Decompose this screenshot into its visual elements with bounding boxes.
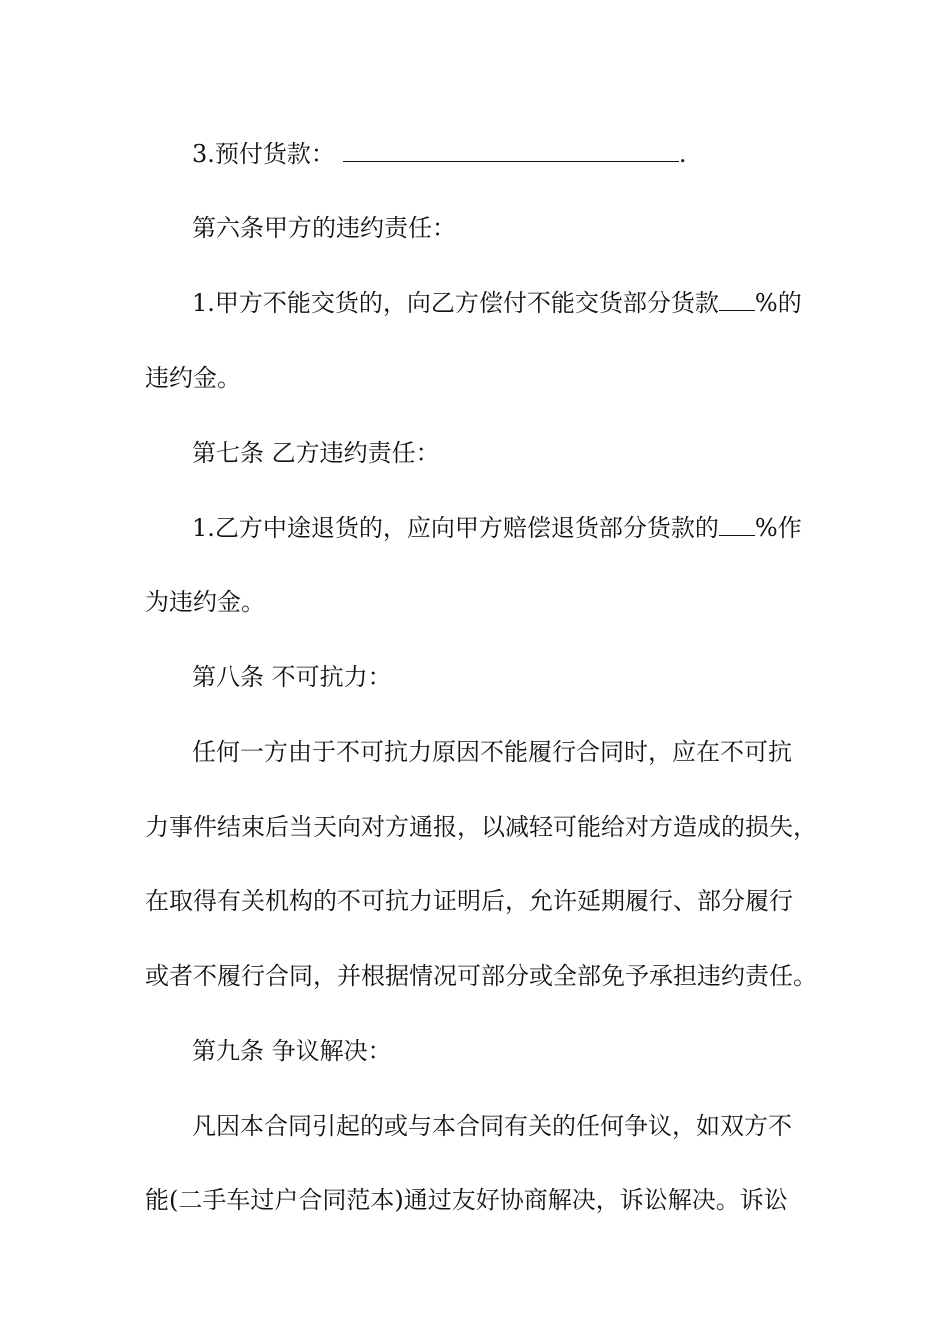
article-7-heading: 第七条 乙方违约责任： xyxy=(192,439,440,467)
article-8-paragraph-line-4: 或者不履行合同，并根据情况可部分或全部免予承担违约责任。 xyxy=(145,962,817,990)
article-8-paragraph-line-3: 在取得有关机构的不可抗力证明后，允许延期履行、部分履行 xyxy=(145,887,793,915)
penalty-percent-blank-2 xyxy=(719,513,755,536)
article-8-paragraph-line-2: 力事件结束后当天向对方通报，以减轻可能给对方造成的损失， xyxy=(145,813,817,841)
article-6-item-1-continued: 违约金。 xyxy=(145,364,241,392)
article-6-item-1-text: 1.甲方不能交货的，向乙方偿付不能交货部分货款 xyxy=(192,289,719,317)
prepayment-period: . xyxy=(678,140,687,168)
prepayment-clause xyxy=(192,134,872,174)
article-9-paragraph-line-2: 能(二手车过户合同范本)通过友好协商解决，诉讼解决。诉讼 xyxy=(145,1186,788,1214)
article-6-heading: 第六条甲方的违约责任： xyxy=(192,214,456,242)
article-8-heading: 第八条 不可抗力： xyxy=(192,663,392,691)
article-7-item-1 xyxy=(192,508,872,548)
article-6-item-1 xyxy=(192,283,872,323)
penalty-percent-blank-1 xyxy=(719,288,755,311)
prepayment-label: 3.预付货款： xyxy=(192,140,335,168)
article-9-heading: 第九条 争议解决： xyxy=(192,1037,392,1065)
article-7-item-1-text: 1.乙方中途退货的，应向甲方赔偿退货部分货款的 xyxy=(192,514,719,542)
prepayment-blank xyxy=(343,139,679,162)
article-6-item-1-suffix: %的 xyxy=(754,289,802,317)
article-9-paragraph-line-1: 凡因本合同引起的或与本合同有关的任何争议，如双方不 xyxy=(192,1112,792,1140)
article-8-paragraph-line-1: 任何一方由于不可抗力原因不能履行合同时，应在不可抗 xyxy=(192,738,792,766)
article-7-item-1-suffix: %作 xyxy=(754,514,802,542)
article-7-item-1-continued: 为违约金。 xyxy=(145,588,265,616)
